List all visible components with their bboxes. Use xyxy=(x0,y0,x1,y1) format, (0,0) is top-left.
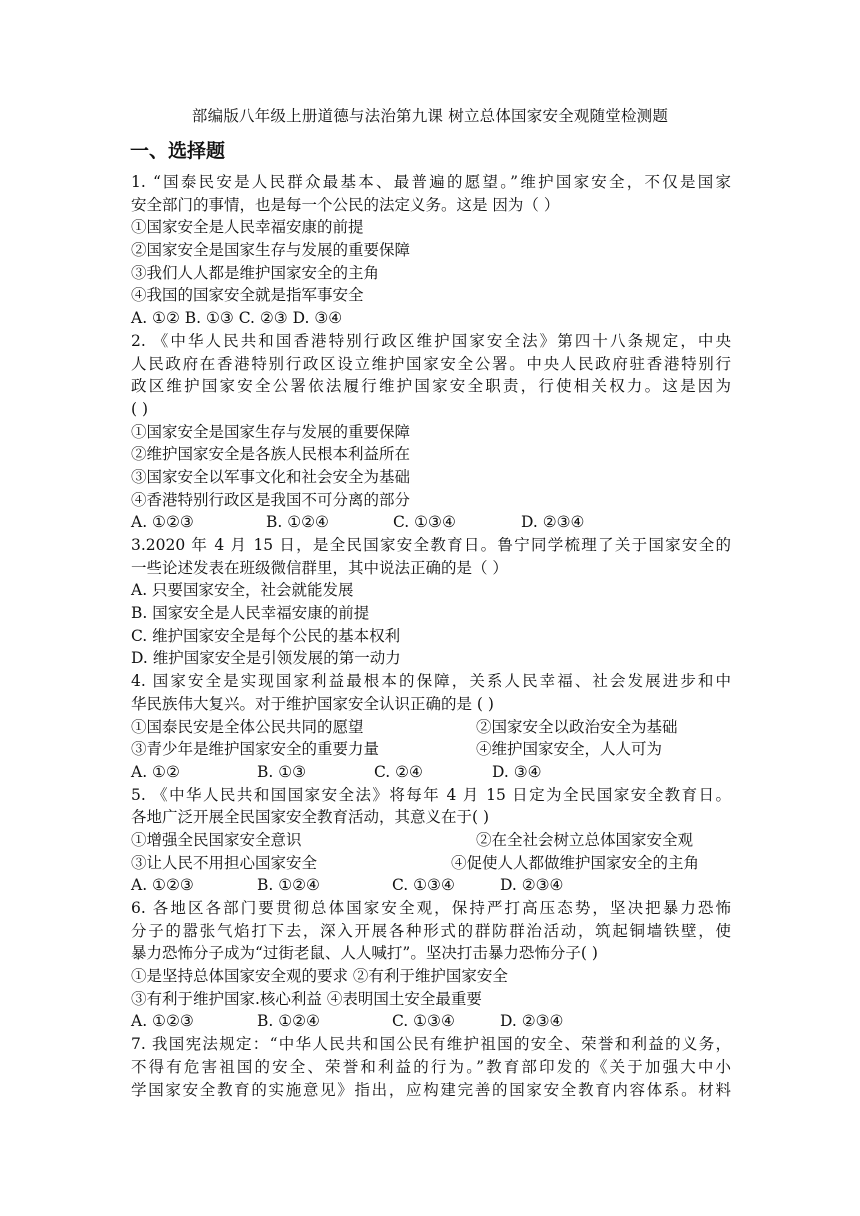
q2-stem-line-2: 人民政府在香港特别行政区设立维护国家安全公署。中央人民政府驻香港特别行 xyxy=(131,354,731,373)
q1-statement-2: ②国家安全是国家生存与发展的重要保障 xyxy=(131,241,411,260)
q1-stem-line-2: 安全部门的事情，也是每一个公民的法定义务。这是 因为（ ） xyxy=(131,195,560,214)
q6-options xyxy=(131,1010,731,1033)
question-list xyxy=(131,171,731,1101)
q4-option-c: C. ②④ xyxy=(374,762,423,781)
q2-answer-bracket: ( ) xyxy=(131,399,149,418)
q7-stem-line-1: 7. 我国宪法规定：“中华人民共和国公民有维护祖国的安全、荣誉和利益的义务， xyxy=(131,1035,731,1054)
q2-statement-4: ④香港特别行政区是我国不可分离的部分 xyxy=(131,490,411,509)
q5-statements-row-1 xyxy=(131,829,731,852)
q2-option-b: B. ①②④ xyxy=(266,513,329,532)
q5-options xyxy=(131,874,731,897)
q6-stem-line-3: 暴力恐怖分子成为“过街老鼠、人人喊打”。坚决打击暴力恐怖分子( ) xyxy=(131,944,598,963)
q4-option-d: D. ③④ xyxy=(492,762,542,781)
q4-stem-line-2: 华民族伟大复兴。对于维护国家安全认识正确的是 ( ) xyxy=(131,694,494,713)
q3-option-c: C. 维护国家安全是每个公民的基本权利 xyxy=(131,626,401,645)
q5-statements-row-2 xyxy=(131,852,731,875)
q4-option-b: B. ①③ xyxy=(257,762,307,781)
q2-stem-line-3: 政区维护国家安全公署依法履行维护国家安全职责，行使相关权力。这是因为 xyxy=(131,377,731,396)
q3-stem-line-2: 一些论述发表在班级微信群里，其中说法正确的是（ ） xyxy=(131,558,508,577)
q1-statement-1: ①国家安全是人民幸福安康的前提 xyxy=(131,218,364,237)
q6-option-c: C. ①③④ xyxy=(392,1012,455,1031)
q5-stem-line-1: 5. 《中华人民共和国国家安全法》将每年 4 月 15 日定为全民国家安全教育日。 xyxy=(131,785,731,804)
q4-statement-4: ④维护国家安全，人人可为 xyxy=(476,740,663,759)
document-title: 部编版八年级上册道德与法治第九课 树立总体国家安全观随堂检测题 xyxy=(191,107,669,125)
q3-stem-line-1: 3.2020 年 4 月 15 日，是全民国家安全教育日。鲁宁同学梳理了关于国家安全的 xyxy=(131,536,731,554)
q4-statement-3: ③青少年是维护国家安全的重要力量 xyxy=(131,740,380,759)
q5-statement-1: ①增强全民国家安全意识 xyxy=(131,830,302,849)
q1-stem-line-1: 1. “国泰民安是人民群众最基本、最普遍的愿望。”维护国家安全，不仅是国家 xyxy=(131,173,731,191)
q2-options xyxy=(131,511,731,534)
q2-option-d: D. ②③④ xyxy=(521,513,585,532)
q1-statement-4: ④我国的国家安全就是指军事安全 xyxy=(131,286,364,305)
q6-option-d: D. ②③④ xyxy=(500,1012,564,1031)
q3-option-d: D. 维护国家安全是引领发展的第一动力 xyxy=(131,649,401,668)
q6-stem-line-1: 6. 各地区各部门要贯彻总体国家安全观，保持严打高压态势，坚决把暴力恐怖 xyxy=(131,899,731,917)
q2-statement-2: ②维护国家安全是各族人民根本利益所在 xyxy=(131,445,411,464)
q2-statement-1: ①国家安全是国家生存与发展的重要保障 xyxy=(131,422,411,441)
q1-statement-3: ③我们人人都是维护国家安全的主角 xyxy=(131,263,380,282)
q5-option-a: A. ①②③ xyxy=(131,876,194,895)
q4-statements-row-1 xyxy=(131,716,731,739)
q2-statement-3: ③国家安全以军事文化和社会安全为基础 xyxy=(131,467,411,486)
q5-statement-2: ②在全社会树立总体国家安全观 xyxy=(476,830,694,849)
q5-statement-3: ③让人民不用担心国家安全 xyxy=(131,853,318,872)
q2-option-c: C. ①③④ xyxy=(393,513,456,532)
q4-options xyxy=(131,761,731,784)
q3-option-a: A. 只要国家安全，社会就能发展 xyxy=(131,581,354,600)
q7-stem-line-3: 学国家安全教育的实施意见》指出，应构建完善的国家安全教育内容体系。材料 xyxy=(131,1080,731,1099)
q5-statement-4: ④促使人人都做维护国家安全的主角 xyxy=(451,853,700,872)
q4-stem-line-1: 4. 国家安全是实现国家利益最根本的保障，关系人民幸福、社会发展进步和中 xyxy=(131,672,731,691)
q4-statement-2: ②国家安全以政治安全为基础 xyxy=(476,717,678,736)
q5-stem-line-2: 各地广泛开展全民国家安全教育活动，其意义在于( ) xyxy=(131,808,490,827)
q4-option-a: A. ①② xyxy=(131,762,180,781)
q6-statements-row-1: ①是坚持总体国家安全观的要求 ②有利于维护国家安全 xyxy=(131,967,508,986)
q4-statement-1: ①国泰民安是全体公民共同的愿望 xyxy=(131,717,364,736)
section-heading: 一、选择题 xyxy=(130,140,226,162)
q7-stem-line-2: 不得有危害祖国的安全、荣誉和利益的行为。”教育部印发的《关于加强大中小 xyxy=(131,1057,731,1076)
q6-option-a: A. ①②③ xyxy=(131,1012,194,1031)
q5-option-b: B. ①②④ xyxy=(257,876,320,895)
q5-option-c: C. ①③④ xyxy=(392,876,455,895)
q5-option-d: D. ②③④ xyxy=(500,876,564,895)
q2-option-a: A. ①②③ xyxy=(131,513,194,532)
q6-stem-line-2: 分子的嚣张气焰打下去，深入开展各种形式的群防群治活动，筑起铜墙铁壁，使 xyxy=(131,921,731,940)
q3-option-b: B. 国家安全是人民幸福安康的前提 xyxy=(131,604,370,623)
q1-options: A. ①② B. ①③ C. ②③ D. ③④ xyxy=(131,309,343,328)
q6-option-b: B. ①②④ xyxy=(257,1012,320,1031)
q2-stem-line-1: 2. 《中华人民共和国香港特别行政区维护国家安全法》第四十八条规定，中央 xyxy=(131,331,731,350)
q4-statements-row-2 xyxy=(131,738,731,761)
q6-statements-row-2: ③有利于维护国家.核心利益 ④表明国土安全最重要 xyxy=(131,989,482,1008)
